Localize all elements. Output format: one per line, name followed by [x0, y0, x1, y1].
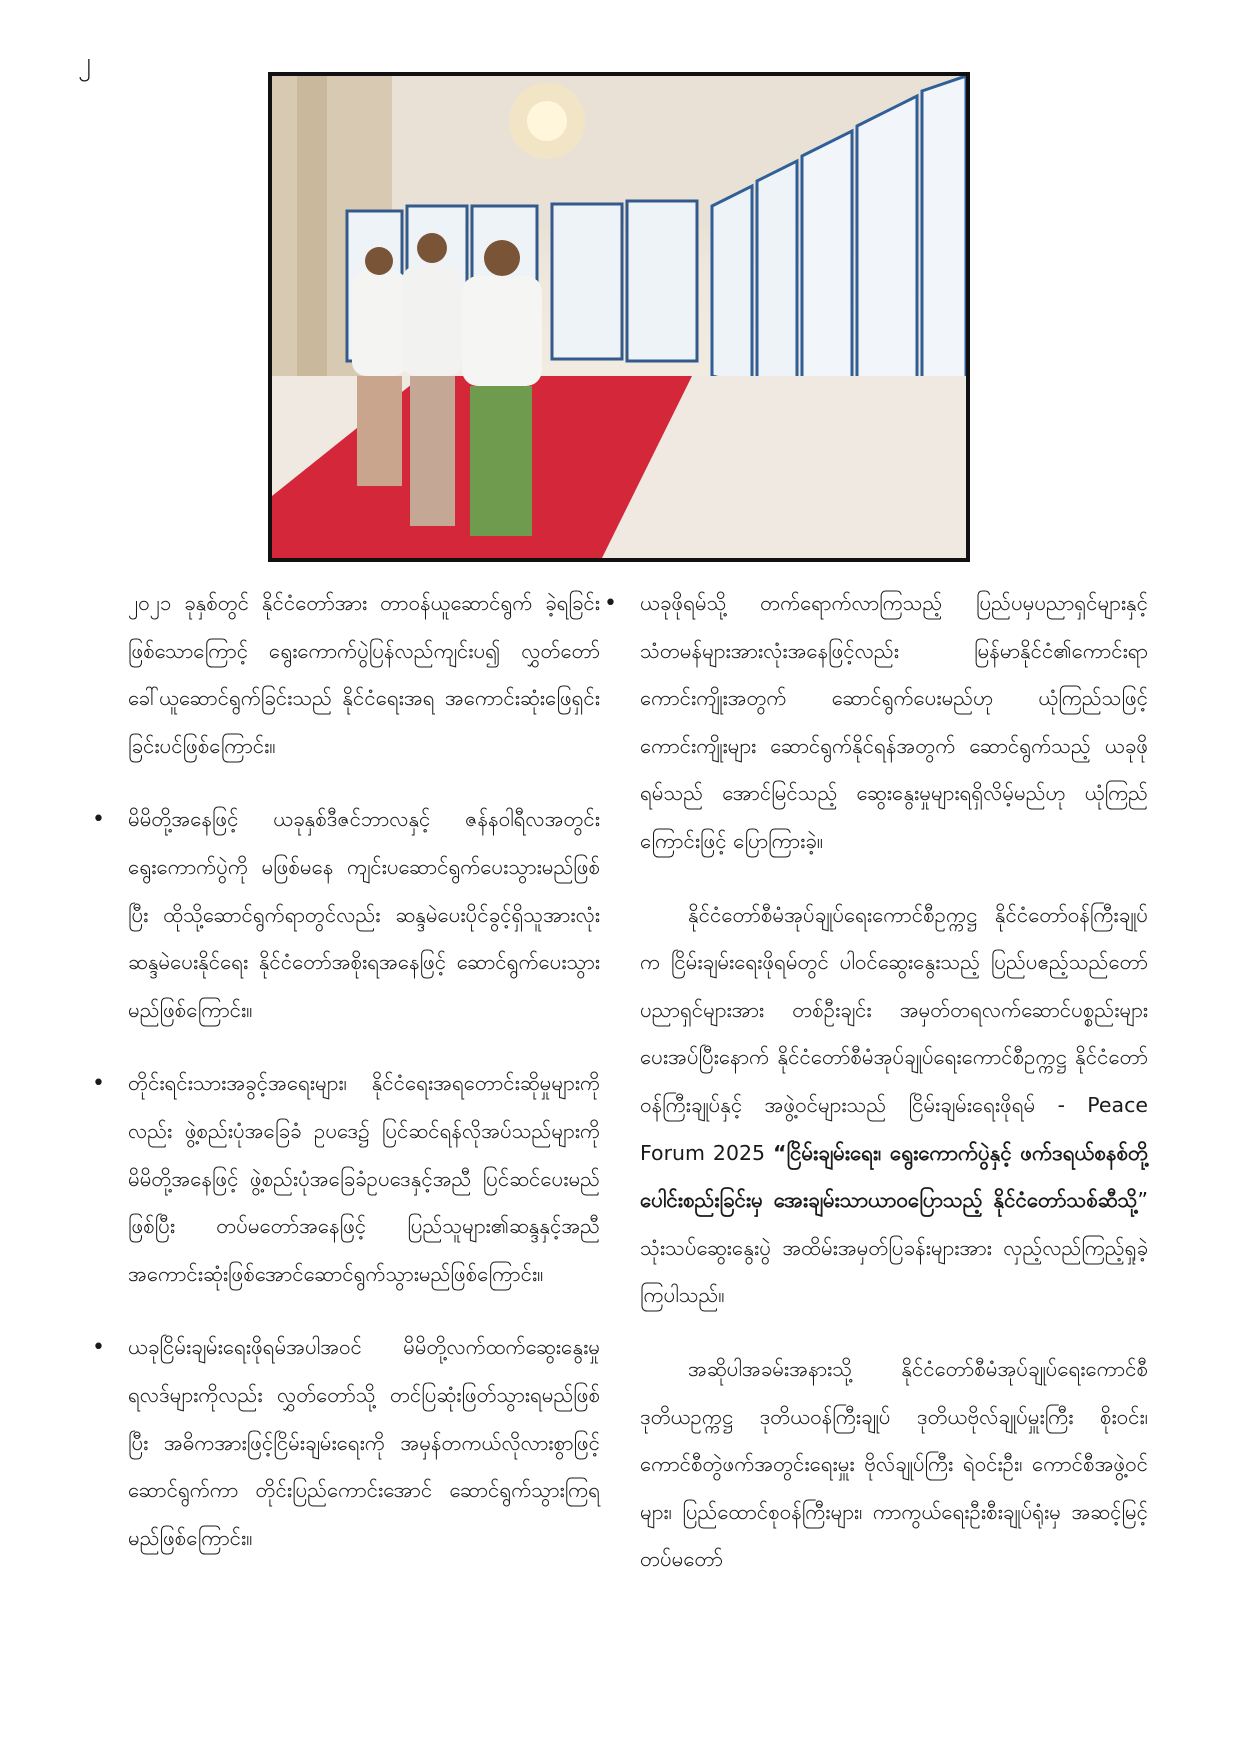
bullet-text: ယခုငြိမ်းချမ်းရေးဖိုရမ်အပါအဝင် မိမိတို့လက်ထက်ဆွေးနွေးမှုရလဒ်များကိုလည်း လွှတ်တော်သို့ တင်ပြဆုံးဖြတ်သွားရမည်ဖြစ်ပြီး အဓိကအားဖြင့်ငြိမ်းချမ်းရေးကို အမှန်တကယ်လိုလားစွာဖြင့် ဆောင်ရွက်ကာ တိုင်းပြည်ကောင်းအောင် ဆောင်ရွက်သွားကြရမည်ဖြစ်ကြောင်း။	[128, 1335, 600, 1550]
bullet-text: တိုင်းရင်းသားအခွင့်အရေးများ၊ နိုင်ငံရေးအရတောင်းဆိုမှုများကိုလည်း ဖွဲ့စည်းပုံအခြေခံ ဥပဒေ၌ ပြင်ဆင်ရန်လိုအပ်သည်များကို မိမိတို့အနေဖြင့် ဖွဲ့စည်းပုံအခြေခံဥပဒေနှင့်အညီ ပြင်ဆင်ပေးမည်ဖြစ်ပြီး တပ်မတော်အနေဖြင့် ပြည်သူများ၏ဆန္ဒနှင့်အညီ အကောင်းဆုံးဖြစ်အောင်ဆောင်ရွက်သွားမည်ဖြစ်ကြောင်း။	[128, 1071, 600, 1286]
body-paragraph	[640, 892, 1148, 1320]
attendees-paragraph: အဆိုပါအခမ်းအနားသို့ နိုင်ငံတော်စီမံအုပ်ချုပ်ရေးကောင်စီဒုတိယဥက္ကဋ္ဌ ဒုတိယဝန်ကြီးချုပ် ဒုတိယဗိုလ်ချုပ်မှူးကြီး စိုးဝင်း၊ ကောင်စီတွဲဖက်အတွင်းရေးမှူး ဗိုလ်ချုပ်ကြီး ရဲဝင်းဦး၊ ကောင်စီအဖွဲ့ဝင်များ၊ ပြည်ထောင်စုဝန်ကြီးများ၊ ကာကွယ်ရေးဦးစီးချုပ်ရုံးမှ အဆင့်မြင့်တပ်မတော်	[640, 1356, 1148, 1572]
forum-title: “ငြိမ်းချမ်းရေး၊ ရွေးကောက်ပွဲနှင့် ဖက်ဒရယ်စနစ်တို့ ပေါင်းစည်းခြင်းမှ အေးချမ်းသာယာဝပြောသည့် နိုင်ငံတော်သစ်ဆီသို့	[640, 1140, 1149, 1213]
bullet-icon: •	[92, 1071, 105, 1097]
list-item	[92, 1060, 600, 1298]
paragraph-tail: ” သုံးသပ်ဆွေးနွေးပွဲ အထိမ်းအမှတ်ပြခန်းများအား လှည့်လည်ကြည့်ရှုခဲ့ကြပါသည်။	[640, 1188, 1148, 1308]
list-item	[92, 1324, 600, 1562]
right-bullet-list	[604, 580, 1148, 866]
right-column	[604, 580, 1149, 1610]
bullet-icon: •	[604, 591, 617, 616]
list-item	[92, 796, 600, 1034]
bullet-icon: •	[92, 1335, 105, 1361]
intro-paragraph: ၂၀၂၁ ခုနှစ်တွင် နိုင်ငံတော်အား တာဝန်ယူဆောင်ရွက် ခဲ့ရခြင်းဖြစ်သောကြောင့် ရွေးကောက်ပွဲပြန်လည်ကျင်းပ၍ လွှတ်တော် ခေါ်ယူဆောင်ရွက်ခြင်းသည် နိုင်ငံရေးအရ အကောင်းဆုံးဖြေရှင်းခြင်းပင်ဖြစ်ကြောင်း။	[128, 591, 600, 758]
photo-illustration	[272, 76, 966, 558]
list-item	[604, 580, 1148, 866]
bullet-icon: •	[92, 807, 105, 833]
paragraph-lead: နိုင်ငံတော်စီမံအုပ်ချုပ်ရေးကောင်စီဥက္ကဋ္ဌ နိုင်ငံတော်ဝန်ကြီးချုပ်က ငြိမ်းချမ်းရေးဖိုရမ်တွင် ပါဝင်ဆွေးနွေးသည့် ပြည်ပဧည့်သည်တော်ပညာရှင်များအား တစ်ဦးချင်း အမှတ်တရလက်ဆောင်ပစ္စည်းများ ပေးအပ်ပြီးနောက် နိုင်ငံတော်စီမံအုပ်ချုပ်ရေးကောင်စီဥက္ကဋ္ဌ နိုင်ငံတော်ဝန်ကြီးချုပ်နှင့် အဖွဲ့ဝင်များသည် ငြိမ်းချမ်းရေးဖိုရမ် - Peace Forum 2025	[640, 902, 1148, 1165]
left-bullet-list	[92, 796, 600, 1562]
exhibition-photo	[268, 72, 970, 562]
left-column	[92, 580, 600, 1588]
bullet-text: မိမိတို့အနေဖြင့် ယခုနှစ်ဒီဇင်ဘာလနှင့် ဇန်နဝါရီလအတွင်း ရွေးကောက်ပွဲကို မဖြစ်မနေ ကျင်းပဆောင်ရွက်ပေးသွားမည်ဖြစ်ပြီး ထိုသို့ဆောင်ရွက်ရာတွင်လည်း ဆန္ဒမဲပေးပိုင်ခွင့်ရှိသူအားလုံး ဆန္ဒမဲပေးနိုင်ရေး နိုင်ငံတော်အစိုးရအနေဖြင့် ဆောင်ရွက်ပေးသွားမည်ဖြစ်ကြောင်း။	[128, 807, 600, 1022]
bullet-text: ယခုဖိုရမ်သို့ တက်ရောက်လာကြသည့် ပြည်ပမှပညာရှင်များနှင့် သံတမန်များအားလုံးအနေဖြင့်လည်း မြန်မာနိုင်ငံ၏ကောင်းရာကောင်းကျိုးအတွက် ဆောင်ရွက်ပေးမည်ဟု ယုံကြည်သဖြင့် ကောင်းကျိုးများ ဆောင်ရွက်နိုင်ရန်အတွက် ဆောင်ရွက်သည့် ယခုဖိုရမ်သည် အောင်မြင်သည့် ဆွေးနွေးမှုများရရှိလိမ့်မည်ဟု ယုံကြည်ကြောင်းဖြင့် ပြောကြားခဲ့။	[640, 591, 1148, 853]
page-number: ၂	[78, 47, 91, 77]
